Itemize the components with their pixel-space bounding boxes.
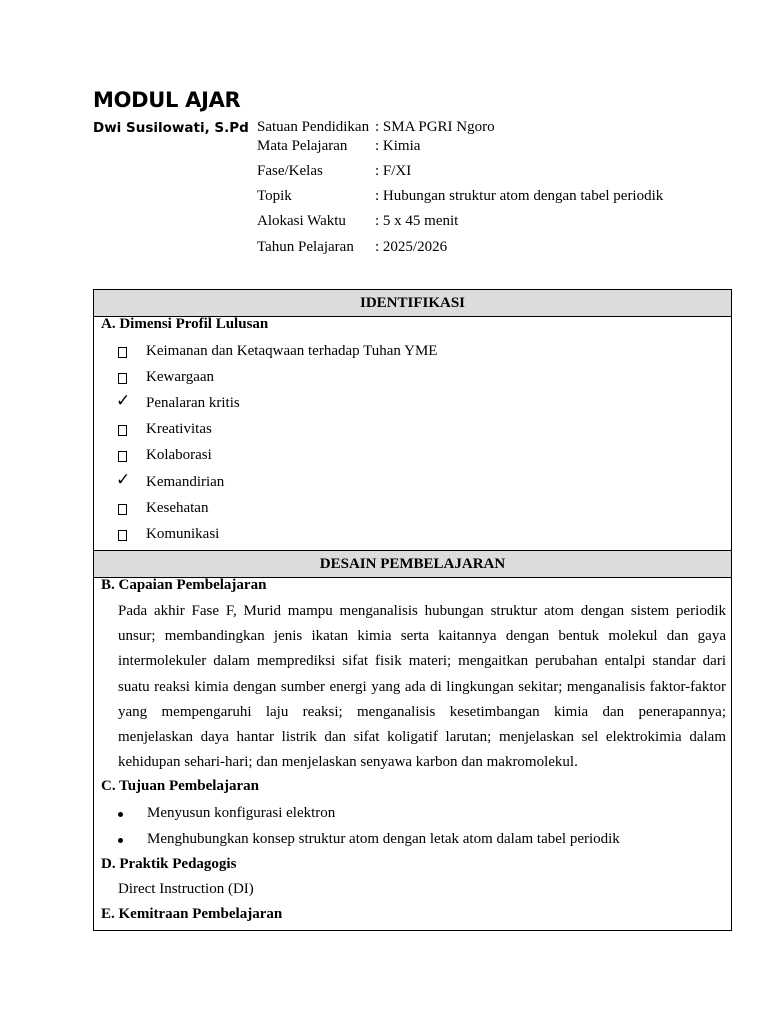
capaian-line: yang mempengaruhi laju reaksi; menganalisis kesetimbangan kimia dan penerapannya; [118,703,726,720]
bullet-icon [118,838,123,843]
meta-value: : SMA PGRI Ngoro [375,119,495,136]
checklist-label: Kewargaan [146,369,215,386]
meta-key: Topik [257,188,292,204]
capaian-line: suatu reaksi kimia dengan sumber energi yang ada di lingkungan sekitar; menganalisis faktor-faktor [118,678,726,695]
meta-key: Fase/Kelas [257,163,323,179]
meta-key: Mata Pelajaran [257,138,348,154]
praktik-value: Direct Instruction (DI) [118,881,254,897]
section-header-desain: DESAIN PEMBELAJARAN [94,550,731,578]
meta-value: : Hubungan struktur atom dengan tabel periodik [375,188,663,205]
author-name: Dwi Susilowati, S.Pd [93,120,249,136]
bullet-icon [118,812,123,817]
heading-capaian: B. Capaian Pembelajaran [101,577,267,593]
checkmark-icon: ✓ [116,469,131,490]
checklist-label: Kreativitas [146,421,212,438]
heading-praktik: D. Praktik Pedagogis [101,856,237,872]
capaian-line: kehidupan sehari-hari; dan menjelaskan senyawa karbon dan makromolekul. [118,754,578,771]
checkmark-icon: ✓ [116,391,131,412]
capaian-line: Pada akhir Fase F, Murid mampu menganalisis hubungan struktur atom dengan sistem periodik [118,603,726,619]
meta-key: Alokasi Waktu [257,213,346,229]
section-header-identifikasi: IDENTIFIKASI [94,290,731,317]
checklist-label: Kesehatan [146,499,209,516]
meta-key: Satuan Pendidikan [257,119,370,135]
checklist-label: Kemandirian [146,473,225,490]
checklist-label: Keimanan dan Ketaqwaan terhadap Tuhan YME [146,343,438,359]
capaian-paragraph [118,599,726,775]
content-table [93,289,732,931]
heading-kemitraan: E. Kemitraan Pembelajaran [101,906,283,922]
checklist-label: Komunikasi [146,525,220,542]
tujuan-text: Menyusun konfigurasi elektron [147,805,336,821]
checkbox-empty-icon [116,526,130,542]
checklist-label: Penalaran kritis [146,395,240,412]
meta-value: : F/XI [375,163,411,180]
heading-dimensi-profil: A. Dimensi Profil Lulusan [101,316,269,332]
checkbox-empty-icon [116,421,130,437]
capaian-line: intermolekuler dalam memprediksi sifat fisik materi; mengaitkan perubahan entalpi standar dari [118,653,726,670]
checkbox-empty-icon [116,343,130,359]
capaian-line: menjelaskan daya hantar listrik dan sifat koligatif larutan; menjelaskan sel elektrokimia dalam [118,728,726,745]
capaian-line: unsur; membandingkan jenis ikatan kimia serta kaitannya dengan bentuk molekul dan gaya [118,628,726,645]
checkbox-empty-icon [116,500,130,516]
checkbox-empty-icon [116,447,130,463]
checkbox-empty-icon [116,369,130,385]
heading-tujuan: C. Tujuan Pembelajaran [101,778,259,794]
tujuan-text: Menghubungkan konsep struktur atom dengan letak atom dalam tabel periodik [147,831,620,847]
document-title: MODUL AJAR [93,88,241,112]
meta-value: : 2025/2026 [375,239,447,256]
meta-value: : 5 x 45 menit [375,213,458,230]
meta-key: Tahun Pelajaran [257,239,354,255]
checklist-label: Kolaborasi [146,447,212,464]
meta-value: : Kimia [375,138,420,155]
